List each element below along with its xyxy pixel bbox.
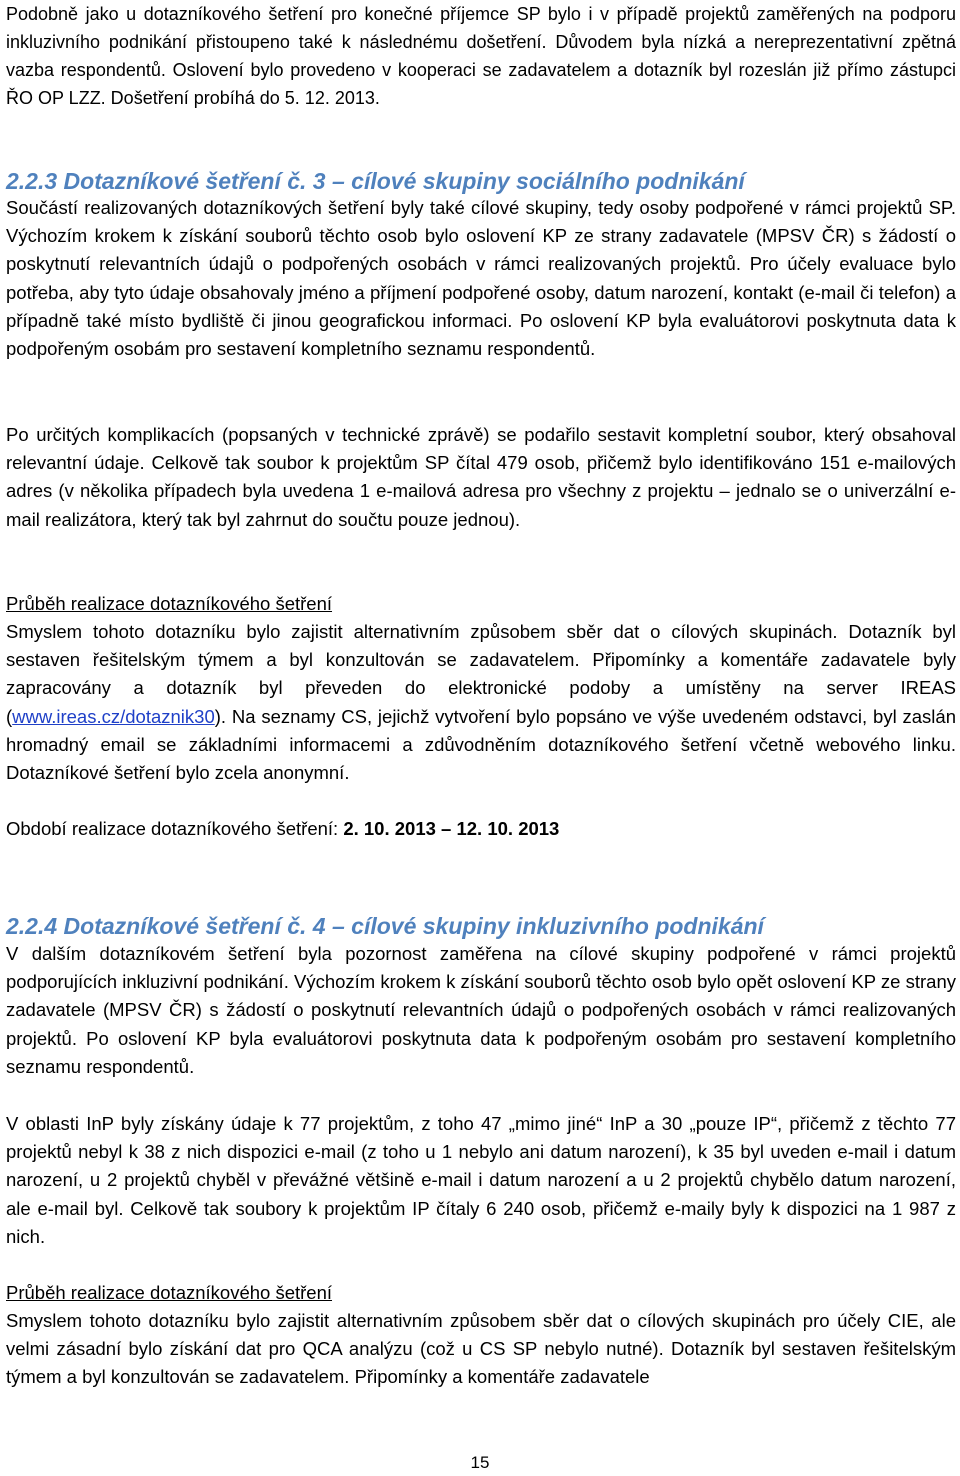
s4-subheading: Průběh realizace dotazníkového šetření <box>6 1282 333 1303</box>
s3-p3-text-a: Smyslem tohoto dotazníku bylo zajistit alternativním způsobem sběr dat o cílových skupinách. Dotazník byl sestaven řešitelským týmem a byl konzultován se zadavatelem. Připomínky a komentáře zadavatele byly zapracovány a dotazník byl převeden do elektronické podoby a umístěny na server IREAS ( <box>6 621 956 727</box>
period-value: 2. 10. 2013 – 12. 10. 2013 <box>343 818 560 839</box>
intro-paragraph: Podobně jako u dotazníkového šetření pro konečné příjemce SP bylo i v případě projektů zaměřených na podporu inkluzivního podnikání přistoupeno také k následnému došetření. Důvodem byla nízká a nereprezentativní zpětná vazba respondentů. Oslovení bylo provedeno v kooperaci se zadavatelem a dotazník byl rozeslán již přímo zástupci ŘO OP LZZ. Došetření probíhá do 5. 12. 2013. <box>6 4 956 108</box>
section-heading-3: 2.2.3 Dotazníkové šetření č. 3 – cílové skupiny sociálního podnikání <box>6 168 745 194</box>
page-number: 15 <box>470 1453 490 1472</box>
s3-paragraph-1: Součástí realizovaných dotazníkových šetření byly také cílové skupiny, tedy osoby podpořené v rámci projektů SP. Výchozím krokem k získání souborů těchto osob bylo oslovení KP ze strany zadavatele (MPSV ČR) s žádostí o poskytnutí relevantních údajů o podpořených osobách v rámci realizovaných projektů. Pro účely evaluace bylo potřeba, aby tyto údaje obsahovaly jméno a příjmení podpořené osoby, datum narození, kontakt (e-mail či telefon) a případně také místo bydliště či jinou geografickou informaci. Po oslovení KP byla evaluátorovi poskytnuta data k podpořeným osobám pro sestavení kompletního seznamu respondentů. <box>6 197 956 360</box>
period-label: Období realizace dotazníkového šetření: <box>6 818 344 839</box>
s3-subheading: Průběh realizace dotazníkového šetření <box>6 593 333 614</box>
s4-paragraph-3: Smyslem tohoto dotazníku bylo zajistit alternativním způsobem sběr dat o cílových skupinách pro účely CIE, ale velmi zásadní bylo získání dat pro QCA analýzu (což u CS SP nebylo nutné). Dotazník byl sestaven řešitelským týmem a byl konzultován se zadavatelem. Připomínky a komentáře zadavatele <box>6 1310 956 1388</box>
s3-paragraph-2: Po určitých komplikacích (popsaných v technické zprávě) se podařilo sestavit kompletní soubor, který obsahoval relevantní údaje. Celkově tak soubor k projektům SP čítal 479 osob, přičemž bylo identifikováno 151 e-mailových adres (v několika případech byla uvedena 1 e-mailová adresa pro všechny z projektu – jednalo se o univerzální e-mail realizátora, který tak byl zahrnut do součtu pouze jednou). <box>6 424 956 530</box>
s3-period <box>6 815 956 843</box>
section-heading-4: 2.2.4 Dotazníkové šetření č. 4 – cílové skupiny inkluzivního podnikání <box>6 913 764 939</box>
s4-paragraph-1: V dalším dotazníkovém šetření byla pozornost zaměřena na cílové skupiny podpořené v rámci projektů podporujících inkluzivní podnikání. Výchozím krokem k získání souborů těchto osob bylo opět oslovení KP ze strany zadavatele (MPSV ČR) s žádostí o poskytnutí relevantních údajů o podpořených osobách v rámci realizovaných projektů. Po oslovení KP byla evaluátorovi poskytnuta data k podpořeným osobám pro sestavení kompletního seznamu respondentů. <box>6 943 956 1077</box>
s3-paragraph-3 <box>6 618 956 787</box>
s4-paragraph-2: V oblasti InP byly získány údaje k 77 projektům, z toho 47 „mimo jiné“ InP a 30 „pouze IP“, přičemž z těchto 77 projektů nebyl k 38 z nich dispozici e-mail (z toho u 1 nebylo ani datum narození), k 35 byl uveden e-mail i datum narození, u 2 projektů chyběl v převážné většině e-mail i datum narození a u 2 projektů chybělo datum narození, ale e-mail byl. Celkově tak soubory k projektům IP čítaly 6 240 osob, přičemž e-maily byly k dispozici na 1 987 z nich. <box>6 1113 956 1247</box>
s3-p3-text-b: ). Na seznamy CS, jejichž vytvoření bylo popsáno ve výše uvedeném odstavci, byl zaslán hromadný email se základními informacemi a zdůvodněním dotazníkového šetření včetně webového linku. Dotazníkové šetření bylo zcela anonymní. <box>6 705 956 784</box>
survey-link[interactable]: www.ireas.cz/dotaznik30 <box>12 705 215 727</box>
